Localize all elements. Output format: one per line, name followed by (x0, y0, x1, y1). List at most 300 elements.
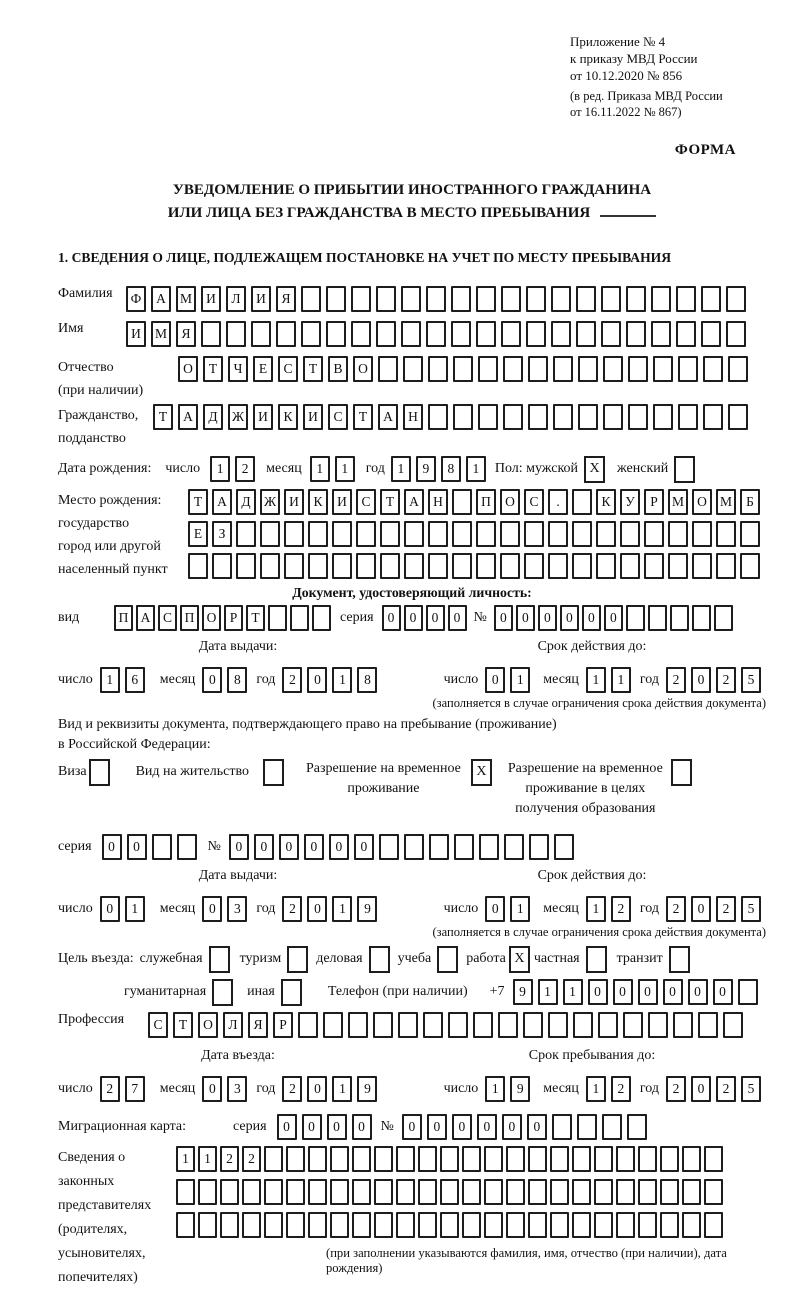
char-cell[interactable] (528, 404, 548, 430)
char-cell[interactable] (462, 1179, 481, 1205)
char-cell[interactable] (330, 1212, 349, 1238)
char-cell[interactable] (628, 404, 648, 430)
char-cell[interactable] (550, 1179, 569, 1205)
char-cell[interactable] (572, 1179, 591, 1205)
purpose-study-checkbox[interactable] (437, 946, 458, 973)
char-cell[interactable]: . (548, 489, 568, 515)
char-cell[interactable]: А (136, 605, 155, 631)
char-cell[interactable] (626, 286, 646, 312)
char-cell[interactable] (576, 321, 596, 347)
char-cell[interactable] (312, 605, 331, 631)
char-cell[interactable]: С (356, 489, 376, 515)
char-cell[interactable]: 0 (663, 979, 683, 1005)
char-cell[interactable] (660, 1146, 679, 1172)
char-cell[interactable]: Т (173, 1012, 193, 1038)
char-cell[interactable] (448, 1012, 468, 1038)
char-cell[interactable] (301, 321, 321, 347)
char-cell[interactable]: 0 (202, 1076, 222, 1102)
char-cell[interactable]: 2 (716, 667, 736, 693)
char-cell[interactable] (332, 521, 352, 547)
char-cell[interactable] (260, 521, 280, 547)
char-cell[interactable] (236, 553, 256, 579)
char-cell[interactable]: К (308, 489, 328, 515)
char-cell[interactable] (704, 1212, 723, 1238)
char-cell[interactable] (529, 834, 549, 860)
char-cell[interactable]: 1 (586, 667, 606, 693)
char-cell[interactable] (326, 321, 346, 347)
char-cell[interactable]: 3 (227, 896, 247, 922)
char-cell[interactable] (620, 553, 640, 579)
char-cell[interactable] (332, 553, 352, 579)
char-cell[interactable] (668, 553, 688, 579)
char-cell[interactable] (348, 1012, 368, 1038)
char-cell[interactable] (523, 1012, 543, 1038)
char-cell[interactable] (678, 356, 698, 382)
char-cell[interactable] (601, 321, 621, 347)
char-cell[interactable]: 0 (452, 1114, 472, 1140)
char-cell[interactable]: 5 (741, 1076, 761, 1102)
sex-male-checkbox[interactable]: Х (584, 456, 605, 483)
char-cell[interactable] (578, 356, 598, 382)
char-cell[interactable] (692, 553, 712, 579)
char-cell[interactable] (440, 1212, 459, 1238)
char-cell[interactable]: 0 (202, 896, 222, 922)
char-cell[interactable] (404, 834, 424, 860)
char-cell[interactable] (673, 1012, 693, 1038)
char-cell[interactable] (596, 553, 616, 579)
char-cell[interactable] (716, 521, 736, 547)
char-cell[interactable] (698, 1012, 718, 1038)
char-cell[interactable]: 2 (611, 896, 631, 922)
char-cell[interactable] (264, 1212, 283, 1238)
char-cell[interactable] (548, 1012, 568, 1038)
char-cell[interactable] (212, 553, 232, 579)
char-cell[interactable]: 0 (354, 834, 374, 860)
char-cell[interactable] (616, 1179, 635, 1205)
char-cell[interactable]: 2 (242, 1146, 261, 1172)
char-cell[interactable]: Я (176, 321, 196, 347)
char-cell[interactable]: 1 (510, 667, 530, 693)
char-cell[interactable]: И (284, 489, 304, 515)
char-cell[interactable]: Ж (228, 404, 248, 430)
char-cell[interactable]: 8 (357, 667, 377, 693)
char-cell[interactable]: И (332, 489, 352, 515)
char-cell[interactable]: 0 (382, 605, 401, 631)
char-cell[interactable]: Д (203, 404, 223, 430)
char-cell[interactable] (603, 356, 623, 382)
char-cell[interactable] (284, 553, 304, 579)
char-cell[interactable] (356, 521, 376, 547)
char-cell[interactable]: 0 (560, 605, 579, 631)
char-cell[interactable]: 0 (527, 1114, 547, 1140)
temp-residence-checkbox[interactable]: Х (471, 759, 492, 786)
char-cell[interactable] (286, 1179, 305, 1205)
char-cell[interactable] (548, 521, 568, 547)
char-cell[interactable] (703, 356, 723, 382)
char-cell[interactable]: П (476, 489, 496, 515)
char-cell[interactable]: 2 (235, 456, 255, 482)
char-cell[interactable] (242, 1179, 261, 1205)
char-cell[interactable] (376, 321, 396, 347)
char-cell[interactable]: 0 (307, 896, 327, 922)
char-cell[interactable]: 1 (310, 456, 330, 482)
char-cell[interactable] (264, 1179, 283, 1205)
char-cell[interactable] (428, 356, 448, 382)
char-cell[interactable] (462, 1212, 481, 1238)
char-cell[interactable]: 1 (125, 896, 145, 922)
char-cell[interactable]: Т (188, 489, 208, 515)
char-cell[interactable] (504, 834, 524, 860)
char-cell[interactable]: 1 (485, 1076, 505, 1102)
char-cell[interactable]: 0 (202, 667, 222, 693)
char-cell[interactable] (598, 1012, 618, 1038)
char-cell[interactable] (351, 286, 371, 312)
char-cell[interactable] (152, 834, 172, 860)
char-cell[interactable]: 0 (279, 834, 299, 860)
char-cell[interactable] (440, 1146, 459, 1172)
char-cell[interactable] (628, 356, 648, 382)
char-cell[interactable] (404, 553, 424, 579)
char-cell[interactable] (268, 605, 287, 631)
char-cell[interactable]: 1 (210, 456, 230, 482)
char-cell[interactable] (376, 286, 396, 312)
char-cell[interactable] (473, 1012, 493, 1038)
char-cell[interactable]: М (151, 321, 171, 347)
char-cell[interactable] (378, 356, 398, 382)
char-cell[interactable] (572, 521, 592, 547)
char-cell[interactable] (551, 321, 571, 347)
char-cell[interactable]: 1 (332, 1076, 352, 1102)
char-cell[interactable] (626, 605, 645, 631)
char-cell[interactable]: О (500, 489, 520, 515)
char-cell[interactable]: 0 (691, 667, 711, 693)
char-cell[interactable] (616, 1146, 635, 1172)
char-cell[interactable]: 1 (510, 896, 530, 922)
char-cell[interactable] (323, 1012, 343, 1038)
char-cell[interactable]: 2 (666, 896, 686, 922)
char-cell[interactable] (452, 521, 472, 547)
char-cell[interactable] (716, 553, 736, 579)
char-cell[interactable] (526, 321, 546, 347)
char-cell[interactable] (572, 553, 592, 579)
char-cell[interactable]: 2 (716, 1076, 736, 1102)
char-cell[interactable]: 0 (691, 896, 711, 922)
char-cell[interactable] (308, 521, 328, 547)
char-cell[interactable]: 0 (604, 605, 623, 631)
char-cell[interactable]: 0 (302, 1114, 322, 1140)
char-cell[interactable]: 9 (357, 896, 377, 922)
char-cell[interactable] (651, 321, 671, 347)
char-cell[interactable]: М (716, 489, 736, 515)
char-cell[interactable] (374, 1179, 393, 1205)
char-cell[interactable] (704, 1146, 723, 1172)
char-cell[interactable] (506, 1179, 525, 1205)
char-cell[interactable] (177, 834, 197, 860)
char-cell[interactable] (426, 321, 446, 347)
char-cell[interactable] (692, 521, 712, 547)
char-cell[interactable] (528, 1179, 547, 1205)
char-cell[interactable] (648, 1012, 668, 1038)
char-cell[interactable] (374, 1212, 393, 1238)
char-cell[interactable]: О (353, 356, 373, 382)
char-cell[interactable] (714, 605, 733, 631)
char-cell[interactable] (553, 404, 573, 430)
char-cell[interactable]: С (158, 605, 177, 631)
char-cell[interactable] (682, 1212, 701, 1238)
char-cell[interactable] (428, 404, 448, 430)
char-cell[interactable]: Ж (260, 489, 280, 515)
char-cell[interactable] (286, 1212, 305, 1238)
char-cell[interactable]: 0 (102, 834, 122, 860)
char-cell[interactable] (176, 1212, 195, 1238)
char-cell[interactable] (176, 1179, 195, 1205)
char-cell[interactable]: 0 (588, 979, 608, 1005)
char-cell[interactable] (236, 521, 256, 547)
char-cell[interactable]: Р (644, 489, 664, 515)
char-cell[interactable]: А (151, 286, 171, 312)
char-cell[interactable] (251, 321, 271, 347)
char-cell[interactable] (352, 1212, 371, 1238)
char-cell[interactable]: 0 (485, 896, 505, 922)
char-cell[interactable]: С (148, 1012, 168, 1038)
char-cell[interactable]: Я (276, 286, 296, 312)
char-cell[interactable] (704, 1179, 723, 1205)
char-cell[interactable]: 7 (125, 1076, 145, 1102)
char-cell[interactable] (401, 321, 421, 347)
char-cell[interactable] (726, 286, 746, 312)
char-cell[interactable] (308, 553, 328, 579)
char-cell[interactable]: Ф (126, 286, 146, 312)
char-cell[interactable] (220, 1179, 239, 1205)
char-cell[interactable] (594, 1179, 613, 1205)
char-cell[interactable] (478, 404, 498, 430)
char-cell[interactable] (723, 1012, 743, 1038)
char-cell[interactable]: О (178, 356, 198, 382)
purpose-humanitarian-checkbox[interactable] (212, 979, 233, 1006)
char-cell[interactable] (352, 1146, 371, 1172)
char-cell[interactable] (676, 321, 696, 347)
char-cell[interactable] (503, 404, 523, 430)
char-cell[interactable] (651, 286, 671, 312)
char-cell[interactable] (290, 605, 309, 631)
char-cell[interactable]: А (404, 489, 424, 515)
char-cell[interactable]: Н (403, 404, 423, 430)
char-cell[interactable] (676, 286, 696, 312)
char-cell[interactable]: А (378, 404, 398, 430)
char-cell[interactable] (379, 834, 399, 860)
char-cell[interactable]: 0 (327, 1114, 347, 1140)
char-cell[interactable] (572, 489, 592, 515)
char-cell[interactable] (403, 356, 423, 382)
char-cell[interactable]: 8 (227, 667, 247, 693)
char-cell[interactable]: 1 (176, 1146, 195, 1172)
purpose-work-checkbox[interactable]: Х (509, 946, 530, 973)
char-cell[interactable] (326, 286, 346, 312)
char-cell[interactable] (524, 521, 544, 547)
char-cell[interactable] (660, 1179, 679, 1205)
char-cell[interactable]: О (692, 489, 712, 515)
char-cell[interactable] (616, 1212, 635, 1238)
char-cell[interactable]: Д (236, 489, 256, 515)
char-cell[interactable]: 2 (611, 1076, 631, 1102)
purpose-other-checkbox[interactable] (281, 979, 302, 1006)
char-cell[interactable]: 0 (638, 979, 658, 1005)
char-cell[interactable]: И (126, 321, 146, 347)
purpose-private-checkbox[interactable] (586, 946, 607, 973)
char-cell[interactable]: 0 (613, 979, 633, 1005)
char-cell[interactable]: С (278, 356, 298, 382)
purpose-transit-checkbox[interactable] (669, 946, 690, 973)
char-cell[interactable]: 0 (582, 605, 601, 631)
char-cell[interactable]: Е (188, 521, 208, 547)
char-cell[interactable]: 0 (402, 1114, 422, 1140)
char-cell[interactable] (453, 404, 473, 430)
char-cell[interactable] (479, 834, 499, 860)
char-cell[interactable]: 0 (691, 1076, 711, 1102)
char-cell[interactable]: 0 (502, 1114, 522, 1140)
char-cell[interactable] (740, 553, 760, 579)
char-cell[interactable] (653, 404, 673, 430)
char-cell[interactable] (638, 1146, 657, 1172)
char-cell[interactable] (476, 553, 496, 579)
char-cell[interactable]: 0 (713, 979, 733, 1005)
char-cell[interactable]: Т (353, 404, 373, 430)
char-cell[interactable]: М (176, 286, 196, 312)
char-cell[interactable]: П (114, 605, 133, 631)
char-cell[interactable] (198, 1212, 217, 1238)
char-cell[interactable]: Р (273, 1012, 293, 1038)
char-cell[interactable]: 1 (586, 896, 606, 922)
char-cell[interactable] (682, 1179, 701, 1205)
char-cell[interactable] (554, 834, 574, 860)
char-cell[interactable] (484, 1179, 503, 1205)
char-cell[interactable] (462, 1146, 481, 1172)
char-cell[interactable] (594, 1212, 613, 1238)
char-cell[interactable]: Т (246, 605, 265, 631)
char-cell[interactable] (728, 404, 748, 430)
char-cell[interactable] (484, 1146, 503, 1172)
char-cell[interactable] (528, 356, 548, 382)
char-cell[interactable]: 2 (220, 1146, 239, 1172)
char-cell[interactable]: 1 (198, 1146, 217, 1172)
char-cell[interactable] (550, 1212, 569, 1238)
char-cell[interactable]: 0 (688, 979, 708, 1005)
char-cell[interactable] (373, 1012, 393, 1038)
temp-residence-education-checkbox[interactable] (671, 759, 692, 786)
char-cell[interactable]: И (251, 286, 271, 312)
char-cell[interactable] (506, 1146, 525, 1172)
char-cell[interactable]: 0 (127, 834, 147, 860)
char-cell[interactable]: Б (740, 489, 760, 515)
char-cell[interactable]: 0 (352, 1114, 372, 1140)
char-cell[interactable] (644, 521, 664, 547)
char-cell[interactable] (428, 553, 448, 579)
char-cell[interactable] (220, 1212, 239, 1238)
char-cell[interactable]: И (253, 404, 273, 430)
char-cell[interactable] (308, 1146, 327, 1172)
char-cell[interactable] (524, 553, 544, 579)
char-cell[interactable]: Т (303, 356, 323, 382)
char-cell[interactable] (682, 1146, 701, 1172)
char-cell[interactable]: Т (380, 489, 400, 515)
visa-checkbox[interactable] (89, 759, 110, 786)
char-cell[interactable] (201, 321, 221, 347)
char-cell[interactable] (594, 1146, 613, 1172)
char-cell[interactable] (738, 979, 758, 1005)
char-cell[interactable] (506, 1212, 525, 1238)
char-cell[interactable] (627, 1114, 647, 1140)
char-cell[interactable]: С (524, 489, 544, 515)
char-cell[interactable]: 0 (485, 667, 505, 693)
sex-female-checkbox[interactable] (674, 456, 695, 483)
char-cell[interactable]: 0 (448, 605, 467, 631)
char-cell[interactable]: 9 (513, 979, 533, 1005)
char-cell[interactable] (701, 286, 721, 312)
char-cell[interactable] (668, 521, 688, 547)
char-cell[interactable] (526, 286, 546, 312)
char-cell[interactable] (528, 1146, 547, 1172)
char-cell[interactable]: 9 (510, 1076, 530, 1102)
char-cell[interactable] (601, 286, 621, 312)
char-cell[interactable] (260, 553, 280, 579)
char-cell[interactable]: 1 (335, 456, 355, 482)
char-cell[interactable]: Я (248, 1012, 268, 1038)
char-cell[interactable]: С (328, 404, 348, 430)
char-cell[interactable]: 5 (741, 896, 761, 922)
char-cell[interactable] (596, 521, 616, 547)
char-cell[interactable] (351, 321, 371, 347)
char-cell[interactable] (701, 321, 721, 347)
char-cell[interactable] (374, 1146, 393, 1172)
char-cell[interactable] (653, 356, 673, 382)
char-cell[interactable] (242, 1212, 261, 1238)
char-cell[interactable]: 0 (304, 834, 324, 860)
char-cell[interactable]: 0 (307, 1076, 327, 1102)
char-cell[interactable]: Ч (228, 356, 248, 382)
char-cell[interactable]: 1 (538, 979, 558, 1005)
char-cell[interactable]: П (180, 605, 199, 631)
purpose-official-checkbox[interactable] (209, 946, 230, 973)
char-cell[interactable] (670, 605, 689, 631)
char-cell[interactable] (476, 521, 496, 547)
char-cell[interactable] (500, 553, 520, 579)
char-cell[interactable] (429, 834, 449, 860)
char-cell[interactable]: 2 (716, 896, 736, 922)
char-cell[interactable] (528, 1212, 547, 1238)
char-cell[interactable] (548, 553, 568, 579)
char-cell[interactable] (572, 1146, 591, 1172)
char-cell[interactable] (423, 1012, 443, 1038)
char-cell[interactable]: Л (226, 286, 246, 312)
char-cell[interactable]: Р (224, 605, 243, 631)
char-cell[interactable]: И (201, 286, 221, 312)
char-cell[interactable]: 1 (466, 456, 486, 482)
char-cell[interactable] (451, 286, 471, 312)
char-cell[interactable] (503, 356, 523, 382)
purpose-business-checkbox[interactable] (369, 946, 390, 973)
char-cell[interactable] (330, 1179, 349, 1205)
char-cell[interactable]: 2 (100, 1076, 120, 1102)
char-cell[interactable] (644, 553, 664, 579)
char-cell[interactable] (396, 1212, 415, 1238)
char-cell[interactable] (572, 1212, 591, 1238)
char-cell[interactable] (308, 1212, 327, 1238)
char-cell[interactable]: 0 (516, 605, 535, 631)
char-cell[interactable] (577, 1114, 597, 1140)
char-cell[interactable] (553, 356, 573, 382)
char-cell[interactable]: З (212, 521, 232, 547)
char-cell[interactable]: К (278, 404, 298, 430)
